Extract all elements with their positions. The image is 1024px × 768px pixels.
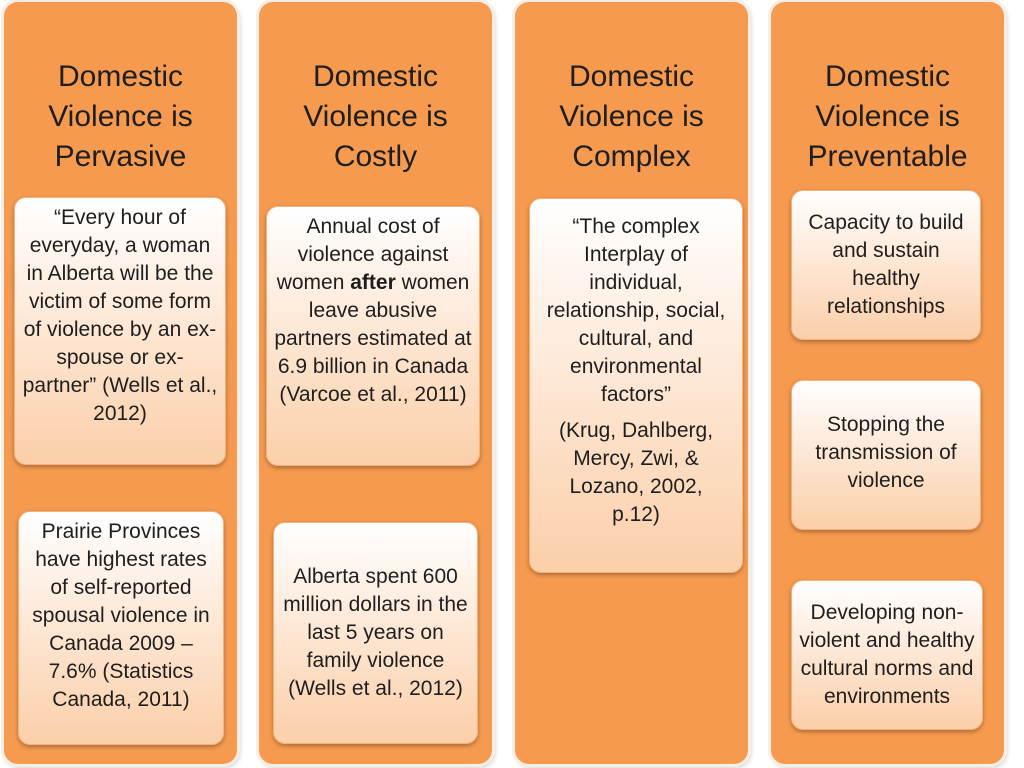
- card-text-emphasis: after: [350, 271, 396, 294]
- card-text: “The complex Interplay of individual, relationship, social, cultural, and environmental factors”: [546, 215, 726, 406]
- column-title-preventable: Domestic Violence is Preventable: [807, 60, 968, 173]
- card-text: Capacity to build and sustain healthy relationships: [808, 211, 964, 318]
- column-title-complex: Domestic Violence is Complex: [559, 60, 704, 173]
- card-developing-norms: [791, 580, 983, 730]
- card-annual-cost: [266, 206, 480, 466]
- card-prairie-rates: [18, 511, 224, 745]
- column-complex: [515, 2, 748, 764]
- column-preventable: [771, 2, 1004, 764]
- column-costly: [259, 2, 492, 764]
- card-alberta-spent: [273, 522, 478, 744]
- card-text: “Every hour of everyday, a woman in Alberta will be the victim of some form of violence by an ex-spouse or ex-partner” (Wells et al., 2012): [22, 206, 218, 425]
- card-text-after: women leave abusive partners estimated at 6.9 billion in Canada (Varcoe et al., 2011): [274, 271, 472, 406]
- card-stopping-transmission: [791, 380, 981, 530]
- card-hourly-violence: [14, 197, 226, 465]
- card-citation: (Krug, Dahlberg, Mercy, Zwi, & Lozano, 2002, p.12): [558, 419, 714, 526]
- card-text: Prairie Provinces have highest rates of self-reported spousal violence in Canada 2009 – 7.6% (Statistics Canada, 2011): [32, 520, 210, 711]
- card-capacity: [791, 190, 981, 340]
- card-text-before: Annual cost of violence against women: [276, 215, 449, 294]
- card-text: Stopping the transmission of violence: [815, 413, 957, 492]
- card-complex-interplay: [529, 198, 743, 573]
- column-pervasive: [4, 2, 237, 764]
- card-text: [273, 213, 473, 409]
- column-title-costly: Domestic Violence is Costly: [303, 60, 448, 173]
- column-title-pervasive: Domestic Violence is Pervasive: [48, 60, 193, 173]
- card-text: Alberta spent 600 million dollars in the last 5 years on family violence (Wells et al., 2012): [283, 565, 468, 700]
- card-text: Developing non-violent and healthy cultural norms and environments: [799, 601, 975, 708]
